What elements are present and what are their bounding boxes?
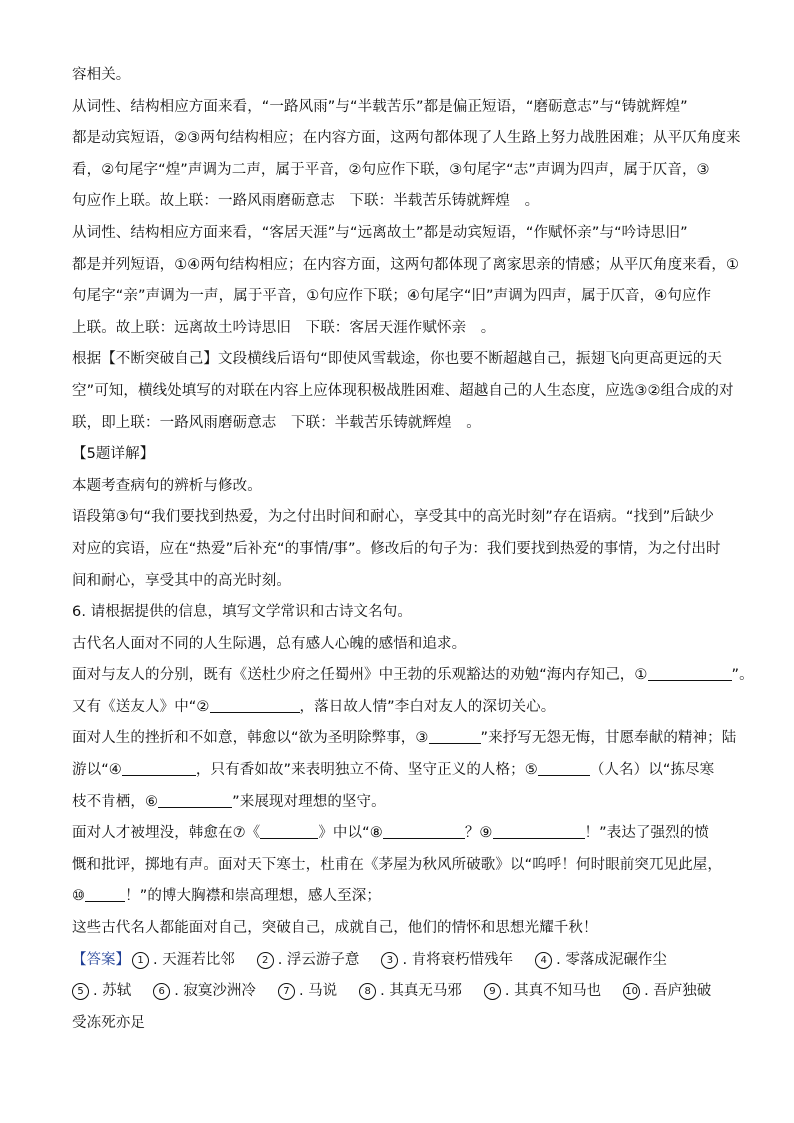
blank-line [383,822,465,839]
fill-text: 面对人生的挫折和不如意，韩愈以“欲为圣明除弊事，③ [72,730,429,747]
answer-item [623,976,711,1008]
answer-item [381,945,513,977]
answer-text: . 零落成泥碾作尘 [556,951,667,968]
paragraph-line: 句尾字“亲”声调为一声，属于平音，①句应作下联；④句尾字“旧”声调为四声，属于仄音，④句应作 [72,288,712,305]
paragraph-line: 对应的宾语，应在“热爱”后补充“的事情/事”。修改后的句子为：我们要找到热爱的事情，为之付出时 [72,540,721,557]
answer-item [132,945,235,977]
blank-line [122,759,196,776]
answer-number: 1 [132,952,149,969]
blank-line [210,696,300,713]
paragraph-line: 上联。故上联：远离故土吟诗思旧 下联：客居天涯作赋怀亲 。 [72,319,496,336]
fill-text: ，落日故人情”李白对友人的深切关心。 [299,698,556,715]
answer-text: . 浮云游子意 [277,951,360,968]
fill-line [72,660,754,692]
answer-text: . 马说 [298,983,338,1000]
answer-item [72,976,131,1008]
blank-line [493,822,585,839]
answer-text: . 寂寞沙洲冷 [174,983,256,1000]
paragraph-line: 语段第③句“我们要找到热爱，为之付出时间和耐心，享受其中的高光时刻”存在语病。“找到”后缺少 [72,509,715,526]
fill-text: ！”的博大胸襟和崇高理想，感人至深； [125,888,381,905]
answer-item [257,945,360,977]
blank-line [648,664,732,681]
paragraph-line: 古代名人面对不同的人生际遇，总有感人心魄的感悟和追求。 [72,635,467,652]
fill-text: ”来展现对理想的坚守。 [232,793,386,810]
blank-line [260,822,318,839]
fill-text: ？⑨ [464,825,493,842]
fill-text: ”来抒写无怨无悔，甘愿奉献的精神；陆 [480,730,737,747]
section-heading: 【5题详解】 [72,446,155,463]
answer-number: 2 [257,952,274,969]
paragraph-line: 从词性、结构相应方面来看，“一路风雨”与“半载苦乐”都是偏正短语，“磨砺意志”与“铸就辉煌” [72,98,688,115]
fill-line [72,881,722,913]
answer-text: . 肯将衰朽惜残年 [402,951,514,968]
fill-text: 又有《送友人》中“② [72,698,210,715]
answer-number: 5 [72,983,89,1000]
answer-row [72,945,722,977]
question-title: 6. 请根据提供的信息，填写文学常识和古诗文名句。 [72,604,412,621]
fill-text: ⑩ [72,888,86,905]
fill-line [72,692,722,724]
answer-item [359,976,462,1008]
answer-text: . 吾庐独破 [644,983,712,1000]
answer-continuation: 受冻死亦足 [72,1014,145,1031]
fill-line [72,787,722,819]
paragraph-line: 根据【不断突破自己】文段横线后语句“即使风雪载途，你也要不断超越自己，振翅飞向更高更远的天 [72,351,723,368]
paragraph-line: 本题考查病句的辨析与修改。 [72,477,262,494]
fill-line [72,818,722,850]
answer-text: . 苏轼 [93,983,132,1000]
blank-line [85,885,125,902]
answer-item [535,945,667,977]
answer-text: . 天涯若比邻 [153,951,235,968]
fill-text: 》中以“⑧ [318,825,383,842]
answer-text: . 其真无马邪 [380,983,462,1000]
fill-text: ”。 [731,667,754,684]
answer-number: 7 [278,983,295,1000]
fill-text: 枝不肯栖，⑥ [72,793,159,810]
fill-line [72,723,737,755]
answer-number: 9 [484,983,501,1000]
paragraph-line: 间和耐心，享受其中的高光时刻。 [72,572,291,589]
document-page [72,60,754,1039]
answer-item [153,976,256,1008]
blank-line [538,759,590,776]
paragraph-line: 这些古代名人都能面对自己，突破自己，成就自己，他们的情怀和思想光耀千秋！ [72,920,598,937]
answer-number: 3 [381,952,398,969]
fill-text: 游以“④ [72,762,122,779]
answer-row [72,976,722,1008]
fill-text: ！”表达了强烈的愤 [584,825,709,842]
paragraph-line: 空”可知，横线处填写的对联在内容上应体现积极战胜困难、超越自己的人生态度，应选③②组合成的对 [72,382,734,399]
answer-number: 8 [359,983,376,1000]
blank-line [429,727,481,744]
answer-number: 6 [153,983,170,1000]
paragraph-line: 句应作上联。故上联：一路风雨磨砺意志 下联：半载苦乐铸就辉煌 。 [72,193,540,210]
paragraph-line: 都是并列短语，①④两句结构相应；在内容方面，这两句都体现了离家思亲的情感；从平仄角度来看，① [72,256,740,273]
fill-text: ，只有香如故”来表明独立不倚、坚守正义的人格；⑤ [195,762,538,779]
fill-line [72,755,722,787]
answer-item [484,976,601,1008]
fill-text: 面对与友人的分别，既有《送杜少府之任蜀州》中王勃的乐观豁达的劝勉“海内存知己，① [72,667,648,684]
answer-text: . 其真不知马也 [504,983,602,1000]
paragraph-line: 都是动宾短语，②③两句结构相应；在内容方面，这两句都体现了人生路上努力战胜困难；从平仄角度来 [72,130,741,147]
fill-text: 面对人才被埋没，韩愈在⑦《 [72,825,261,842]
fill-text: （人名）以“拣尽寒 [589,762,715,779]
answer-number: 4 [535,952,552,969]
answer-number: 10 [623,983,640,1000]
paragraph-line: 慨和批评，掷地有声。面对天下寒士，杜甫在《茅屋为秋风所破歌》以“呜呼！何时眼前突兀见此屋， [72,856,723,873]
blank-line [158,791,232,808]
paragraph-line: 联，即上联：一路风雨磨砺意志 下联：半载苦乐铸就辉煌 。 [72,414,481,431]
paragraph-line: 从词性、结构相应方面来看，“客居天涯”与“远离故土”都是动宾短语，“作赋怀亲”与“吟诗思旧” [72,224,688,241]
answer-tag: 【答案】 [72,951,130,968]
paragraph-line: 容相关。 [72,67,131,83]
answer-item [278,976,337,1008]
paragraph-line: 看，②句尾字“煌”声调为二声，属于平音，②句应作下联，③句尾字“志”声调为四声，属于仄音，③ [72,161,710,178]
